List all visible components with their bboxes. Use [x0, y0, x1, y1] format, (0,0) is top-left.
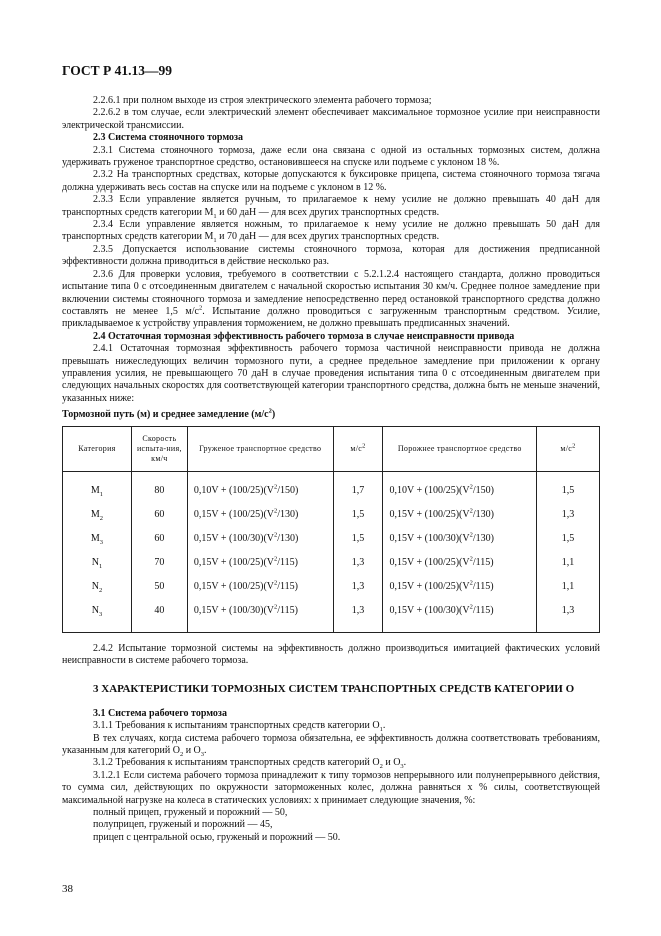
list-item: прицеп с центральной осью, груженый и порожний — 50. — [93, 831, 341, 843]
cell-loaded-decel: 1,5 — [333, 528, 383, 552]
cell-unloaded-decel: 1,3 — [537, 600, 600, 633]
cell-loaded-decel: 1,5 — [333, 504, 383, 528]
header-unit-unloaded: $м/с^2$ — [537, 426, 600, 471]
paragraph-2-4-2: 2.4.2 Испытание тормозной системы на эффективность должно производиться имитацией фактических условий неисправности в системе рабочего тормоза. — [62, 642, 600, 666]
document-header: ГОСТ Р 41.13—99 — [62, 63, 173, 78]
list-item: полуприцеп, груженый и порожний — 45, — [93, 819, 273, 831]
cell-speed: 70 — [131, 552, 187, 576]
paragraph-2-3-6: 2.3.6 Для проверки условия, требуемого в соответствии с 5.2.1.2.4 настоящего стандарта, должно проводиться испытание типа 0 с отсоединенным двигателем с начальной скоростью испытания 30 км/ч. Среднее полное замедление при включении системы стояночного тормоза и замедление непосредственно перед остановкой транспортного средства должно составлять не менее 1,5 $м/с^2$. Испытание должно проводиться с загруженным транспортным средством. Усилие, прикладываемое к устройству управления торможением, не должно превышать предписанных значений. — [62, 268, 601, 330]
paragraph-2-3-3: 2.3.3 Если управление является ручным, то прилагаемое к нему усилие не должно превышать 40 даН для транспортных средств категории $M_1$ и 60 даН — для всех других транспортных средств. — [62, 194, 600, 220]
braking-table — [62, 426, 600, 633]
cell-unloaded-formula: $0,15V + (100/25)(V^2/130)$ — [383, 504, 537, 528]
table-row — [63, 576, 600, 600]
cell-category: $M_1$ — [63, 471, 132, 504]
section-2-4-title: 2.4 Остаточная тормозная эффективность рабочего тормоза в случае неисправности привода — [93, 330, 515, 342]
paragraph-2-2-6-1: 2.2.6.1 при полном выходе из строя электрического элемента рабочего тормоза; — [93, 95, 432, 106]
cell-unloaded-formula: $0,10V + (100/25)(V^2/150)$ — [383, 471, 537, 504]
paragraph-2-3-1: 2.3.1 Система стояночного тормоза, даже если она связана с одной из остальных тормозных систем, должна удерживать груженое транспортное средство, остановившееся на спуске или подъеме с уклоном 18 %. — [62, 144, 600, 169]
cell-speed: 60 — [131, 528, 187, 552]
table-row — [63, 471, 600, 504]
table-row — [63, 552, 600, 576]
cell-unloaded-decel: 1,1 — [537, 552, 600, 576]
paragraph-2-3-4: 2.3.4 Если управление является ножным, то прилагаемое к нему усилие не должно превышать 50 даН для транспортных средств категории $M_1$ и 70 даН — для всех других транспортных средств. — [62, 219, 600, 245]
cell-category: $N_1$ — [63, 552, 132, 576]
table-row — [63, 600, 600, 633]
cell-category: $M_3$ — [63, 528, 132, 552]
cell-loaded-decel: 1,7 — [333, 471, 383, 504]
paragraph-2-2-6-2: 2.2.6.2 в том случае, если электрический элемент обеспечивает максимальное тормозное усилие при неисправности электрической трансмиссии. — [62, 107, 600, 131]
document-body — [62, 95, 600, 844]
cell-unloaded-decel: 1,3 — [537, 504, 600, 528]
table-header-row — [63, 426, 600, 471]
header-unloaded: Порожнее транспортное средство — [383, 426, 537, 471]
paragraph-3-1-2: 3.1.2 Требования к испытаниям транспортных средств категорий $O_2$ и $O_3$. — [93, 757, 407, 771]
cell-loaded-formula: $0,15V + (100/30)(V^2/115)$ — [187, 600, 333, 633]
header-unit-loaded: $м/с^2$ — [333, 426, 383, 471]
cell-unloaded-decel: 1,1 — [537, 576, 600, 600]
paragraph-3-1-1: 3.1.1 Требования к испытаниям транспортных средств категории $O_1$. — [93, 720, 386, 734]
paragraph-3-1-1-note: В тех случаях, когда система рабочего тормоза обязательна, ее эффективность должна соответствовать требованиям, указанным для категорий $O_2$ и $O_3$. — [62, 732, 600, 758]
cell-loaded-formula: $0,10V + (100/25)(V^2/150)$ — [187, 471, 333, 504]
cell-loaded-formula: $0,15V + (100/25)(V^2/130)$ — [187, 504, 333, 528]
cell-unloaded-formula: $0,15V + (100/30)(V^2/130)$ — [383, 528, 537, 552]
cell-loaded-formula: $0,15V + (100/25)(V^2/115)$ — [187, 552, 333, 576]
page-number: 38 — [62, 883, 73, 895]
cell-speed: 80 — [131, 471, 187, 504]
section-3-1-title: 3.1 Система рабочего тормоза — [93, 707, 227, 719]
cell-category: $N_2$ — [63, 576, 132, 600]
header-loaded: Груженое транспортное средство — [187, 426, 333, 471]
paragraph-2-4-1: 2.4.1 Остаточная тормозная эффективность рабочего тормоза частичной неисправности привода не должна превышать нижеследующих величин тормозного пути, а среднее предельное замедление при приложении к органу управления усилия, не превышающего 70 даН в случае проведения испытания типа 0 с отсоединенным двигателем при следующих начальных скоростях для соответствующей категории транспортного средства, должна быть не меньше значений, указанных ниже: — [62, 343, 600, 404]
paragraph-2-3-2: 2.3.2 На транспортных средствах, которые допускаются к буксировке прицепа, система стояночного тормоза тягача должна удерживать весь состав на спуске или на подъеме с уклоном в 12 %. — [62, 169, 600, 193]
cell-unloaded-decel: 1,5 — [537, 471, 600, 504]
cell-speed: 60 — [131, 504, 187, 528]
table-row — [63, 528, 600, 552]
cell-loaded-formula: $0,15V + (100/30)(V^2/130)$ — [187, 528, 333, 552]
section-2-3-title: 2.3 Система стояночного тормоза — [93, 132, 244, 144]
cell-loaded-formula: $0,15V + (100/25)(V^2/115)$ — [187, 576, 333, 600]
list-item: полный прицеп, груженый и порожний — 50, — [93, 807, 288, 819]
cell-category: $N_3$ — [63, 600, 132, 633]
cell-speed: 40 — [131, 600, 187, 633]
cell-loaded-decel: 1,3 — [333, 600, 383, 633]
cell-unloaded-decel: 1,5 — [537, 528, 600, 552]
paragraph-3-1-2-1: 3.1.2.1 Если система рабочего тормоза принадлежит к типу тормозов непрерывного или полунепрерывного действия, то сумма сил, действующих по окружности заторможенных колес, должна равняться x % силы, соответствующей максимальной нагрузке на колеса в статических условиях: x принимает следующие значения, %: — [62, 769, 600, 806]
cell-loaded-decel: 1,3 — [333, 576, 383, 600]
table-caption: Тормозной путь (м) и среднее замедление $(м/с^2)$ — [62, 407, 276, 421]
header-category: Категория — [63, 426, 132, 471]
paragraph-2-3-5: 2.3.5 Допускается использование системы стояночного тормоза, которая для достижения предписанной эффективности должна приводиться в действие несколько раз. — [62, 243, 600, 268]
cell-unloaded-formula: $0,15V + (100/30)(V^2/115)$ — [383, 600, 537, 633]
cell-unloaded-formula: $0,15V + (100/25)(V^2/115)$ — [383, 552, 537, 576]
cell-loaded-decel: 1,3 — [333, 552, 383, 576]
cell-category: $M_2$ — [63, 504, 132, 528]
header-speed: Скорость испыта-ния, км/ч — [131, 426, 187, 471]
table-row — [63, 504, 600, 528]
section-3-title: 3 ХАРАКТЕРИСТИКИ ТОРМОЗНЫХ СИСТЕМ ТРАНСПОРТНЫХ СРЕДСТВ КАТЕГОРИИ О — [93, 683, 575, 696]
cell-speed: 50 — [131, 576, 187, 600]
cell-unloaded-formula: $0,15V + (100/25)(V^2/115)$ — [383, 576, 537, 600]
